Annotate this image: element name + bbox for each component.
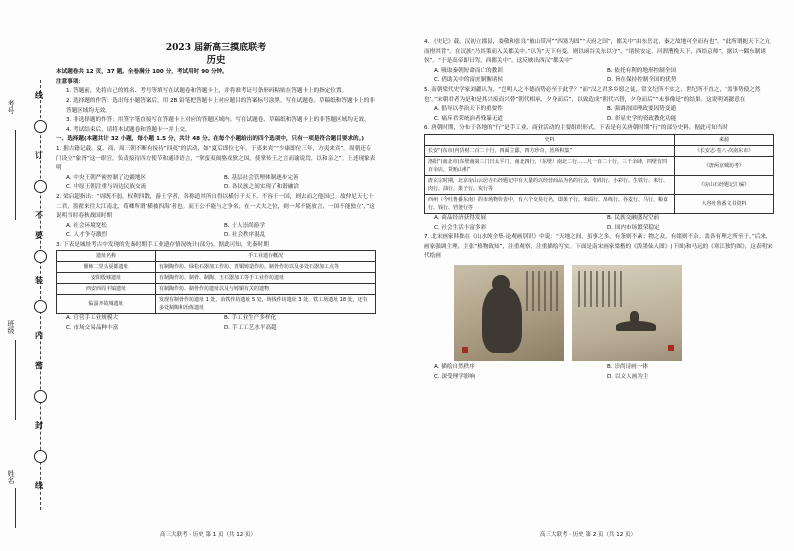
option: D. 国内市场繁荣稳定 (607, 224, 660, 231)
inscription-texture (526, 271, 560, 311)
notes-heading: 注意事项： (56, 78, 84, 85)
exam-intro: 本试题卷共 12 页，37 题。全卷满分 100 分，考试用时 90 分钟。 (56, 69, 228, 76)
question-3-options (56, 314, 376, 333)
exam-number-label: 考号 (7, 100, 15, 114)
table-row (425, 156, 774, 175)
table-row (425, 194, 774, 213)
question-2-options (56, 222, 376, 241)
question-5-stem: 5. 南朝梁代史学家刘勰认为，“岂明人之不德而势必至于此乎？”而“汉之君多乡愿之徒，常文纪所不实之，世纪所不直之，‘盖事势使之然也’。”宋朝君者为是和是其兴废而兴替“朝代相承，夕身而后”，以致造成“朝代兴替，夕身而后”“未事像是”的结果。这说明刘勰意在 (424, 86, 761, 103)
table-row (57, 262, 376, 273)
exam-title: 2023 届新高三摸底联考 (165, 43, 267, 53)
question-2-stem: 2. 梁启超指出：“周既不弱，权利四散，游士学者，各称道其所自得以横行于天下，不容于一国，则去而之他国已。故仲尼天七十二君，墨翟来往大江南北，荀卿所谓‘横被四海’者也。而王公不能与之争名；在一大夫之位，则一邦不能放言，一国不能独立’，”这说明当时春秋战国时期 (56, 193, 375, 220)
section-heading: 一、选择题(本题共计 32 小题，每小题 1.5 分，共计 48 分。在每个小题给出的四个选项中，只有一项是符合题目要求的。) (56, 136, 364, 143)
option: C. 深受理学影响 (434, 373, 476, 380)
note-item: 2. 选择题的作答：选出每小题答案后，用 2B 铅笔把答题卡上对应题目的答案标号涂黑。写在试题卷、草稿纸和答题卡上的非答题区域均无效。 (66, 97, 375, 114)
table-cell: 有制陶作坊、制骨作坊遗址以及与铸铜有关的遗物 (156, 284, 376, 295)
fishing-painting-image (572, 265, 682, 361)
table-row (57, 295, 376, 314)
binding-warning-char: 线 (35, 91, 43, 100)
binding-strip (0, 60, 48, 530)
binding-warning-char: 要 (35, 231, 43, 240)
question-7-stem: 7. 北宋画家韩拙在《山水纯全集·论观画别识》中说：“天地之间，虽事之多，有条则不紊；物之众，有绪则不杂。盖各有理之所至于。”后来，画家强调主理，主张“格物致知”，注重观察，注重描绘写实。下面是南宋画家梁楷的《泼墨仙人图》(下图)和马远的《寒江独钓图》，这表明宋代绘画 (424, 234, 773, 260)
table-header: 遗址名称 (57, 251, 156, 262)
table-cell: 西安西周丰镐遗址 (57, 284, 156, 295)
binding-warning-char: 订 (35, 151, 43, 160)
question-3-stem: 3. 下表是城址考古中发现的先秦时期手工业遗存情况统计(部分)。据此可知，先秦时期 (56, 241, 269, 248)
binding-circle (34, 180, 47, 193)
table-row (425, 175, 774, 194)
question-3-table (56, 250, 376, 314)
question-1-options (56, 174, 376, 193)
note-item: 1. 答题前，先将自己的姓名、考号等填写在试题卷和答题卡上，并将准考证号条形码粘贴在答题卡上的指定位置。 (66, 88, 348, 95)
table-cell: 偃师二里头夏都遗址 (57, 262, 156, 273)
table-row (57, 273, 376, 284)
binding-warning-char: 装 (35, 276, 43, 285)
binding-circle (34, 390, 47, 403)
option: A. 倡导以孝治天下的重要性 (434, 106, 503, 113)
class-line (15, 340, 16, 420)
option: C. 痛斥君荣统治者残暴无道 (434, 115, 503, 122)
option: D. 以文人画为主 (607, 373, 649, 380)
page-footer: 高三大联考 · 历史 第 1 页（共 12 页） (160, 532, 256, 538)
option: B. 民族交融盛况空前 (607, 214, 660, 221)
binding-warning-char: 内 (35, 331, 43, 340)
option: D. 各民族之间实现了和谐融洽 (224, 184, 299, 191)
note-item: 3. 非选择题的作答：用签字笔直接写在答题卡上对应的答题区域内。写在试题卷、草稿纸和答题卡上的非答题区域均无效。 (66, 117, 370, 124)
binding-warning-char: 密 (35, 361, 43, 370)
question-6-table (424, 134, 774, 214)
question-1-stem: 1. 据古籍记载，夏、商、周三朝不断有接待“四夷”的活动，如“夏后即位七年，于夷来宾”“少康即位三年，方夷来宾”。周朝还专门设立“象胥”这一职官，负责接待四方使节和通译语言，“掌蛮夷闽貉戎狄之国，使掌传王之言而谕说焉，以和亲之”。上述现象表明 (56, 145, 376, 172)
option: D. 社会秩序混乱 (224, 232, 266, 239)
binding-warning-char: 封 (35, 421, 43, 430)
option: A. 描绘自然秩序 (434, 363, 475, 370)
seal-line (40, 80, 41, 510)
binding-warning-char: 不 (35, 211, 43, 220)
option: D. 旨在保持控制全国的优势 (607, 77, 677, 84)
figure-shape (482, 287, 522, 353)
option: B. 强调治国理政要因势变通 (607, 106, 676, 113)
note-item: 4. 考试结束后，请将本试题卷和答题卡一并上交。 (66, 126, 191, 133)
binding-circle (34, 300, 47, 313)
option: D. 手工工艺水平高超 (224, 325, 277, 332)
table-header: 来源 (675, 134, 774, 145)
table-cell: 发现有制骨作坊遗址 1 处，冶铁作坊遗址 5 处，铸钱作坊遗址 3 处，铁工场遗址 18 处，还有多处制陶和冶炼遗址 (156, 295, 376, 314)
option: A. 商品经济获得发展 (434, 214, 487, 221)
table-cell: 《唐两京城坊考》 (675, 156, 774, 175)
question-4-stem: 4. 《史记》载，汉初立郡县，娄敬和张良“被山带河”“四塞为固”“天府之国”，都关中”由东岳北，秦之故地可全而有也”。“此所谓扼天下之亢而拊其背”。在汉族“乃其策而入关都关中。”认为“天下有变，则以函谷关东以守”，“诸侯安定，河渭漕挽天下，西给京师”，据以一隅东制诸侯”。“于是高帝即日驾，西都关中”。这反映出西汉“都关中” (424, 39, 771, 65)
table-cell: 有制陶作坊、绿松石器加工作坊、青铜铸造作坊、制骨作坊以及多处石器加工点等 (156, 262, 376, 273)
option: A. 官营手工业规模大 (66, 315, 119, 322)
table-cell: 长安“(东市)内货财二百二十行，四面立邸，四方珍奇，皆所积集” (425, 145, 675, 156)
table-cell: 有制陶作坊、制骨、制陶、玉石器加工等手工业作坊遗址 (156, 273, 376, 284)
option: B. 手工业生产多样化 (224, 315, 277, 322)
question-6-options (424, 214, 774, 233)
option: A. 吸取秦朝短命而亡的教训 (434, 67, 503, 74)
subject-title: 历史 (206, 54, 226, 66)
binding-circle (34, 450, 47, 463)
option: C. 社会生活丰富多彩 (434, 224, 487, 231)
question-4-options (424, 67, 774, 86)
option: C. 借助关中的富庶制衡诸侯 (434, 77, 503, 84)
table-row (425, 145, 774, 156)
name-label: 姓名 (7, 470, 15, 484)
option: A. 社会环境宽松 (66, 222, 107, 229)
fisherman-shape (630, 311, 639, 323)
option: C. 市场交易品种丰富 (66, 325, 119, 332)
class-label: 班级 (7, 320, 15, 334)
table-cell: 西州（今吐鲁番东南）的市场物价表中，有六个交易行名，即果子行、米面行、帛练行、谷麦行、马行、粮食行、钱行、铛釜行等 (425, 194, 675, 213)
name-line (15, 488, 16, 528)
page-2 (424, 38, 774, 382)
inscription-texture (578, 271, 622, 307)
question-7-options (424, 363, 774, 382)
option: C. 中原王朝注重与周边民族交流 (66, 184, 147, 191)
immortal-painting-image (454, 265, 564, 361)
page-1 (56, 38, 376, 334)
option: D. 彰显史学的资政教化功能 (607, 115, 677, 122)
table-header: 史料 (425, 134, 675, 145)
table-cell: 《长安志·卷八·次南东市》 (675, 145, 774, 156)
table-cell: 《房山石经题记汇编》 (675, 175, 774, 194)
binding-warning-char: 线 (35, 481, 43, 490)
binding-circle (34, 120, 47, 133)
figure-head (492, 275, 510, 293)
table-cell: 大谷吐鲁番文书资料 (675, 194, 774, 213)
table-cell: 洛阳“(南北市)东壁南第三门曰太平门，南北四行，（东壁）南北二行……凡一百二十行，三千余肆，四壁有四百余店，货贿山积” (425, 156, 675, 175)
option: B. 士人崇尚游学 (224, 222, 265, 229)
binding-circle (34, 250, 47, 263)
exam-number-line (15, 130, 16, 220)
table-cell: 安阳殷墟遗址 (57, 273, 156, 284)
table-cell: 唐玄宗时期，北京房山云居寺石经题记中有大量的以经营商品为名的行会，如绢行、小彩行、生铁行、米行、肉行、油行、果子行、炭行等 (425, 175, 675, 194)
seal-stamp (668, 345, 674, 351)
table-row (57, 284, 376, 295)
option: B. 依托有利的地形控制全国 (607, 67, 676, 74)
option: C. 人才争夺激烈 (66, 232, 108, 239)
seal-stamp (462, 347, 468, 353)
page-footer: 高三大联考 · 历史 第 2 页（共 12 页） (540, 532, 636, 538)
option: B. 基层社会管理体制逐步完善 (224, 174, 299, 181)
question-5-options (424, 105, 774, 124)
table-cell: 临淄齐故城遗址 (57, 295, 156, 314)
question-7-images (454, 265, 774, 361)
option: A. 中央王朝严密控制了边疆地区 (66, 174, 147, 181)
option: B. 崇尚诗画一体 (607, 363, 648, 370)
question-6-stem: 6. 唐朝时期，分布于各地的“行”是手工业、商业活动的主要组织形式。下表是有关唐朝时期“行”的部分史料。据此可知当时 (424, 125, 728, 132)
table-header: 手工业遗存概况 (156, 251, 376, 262)
